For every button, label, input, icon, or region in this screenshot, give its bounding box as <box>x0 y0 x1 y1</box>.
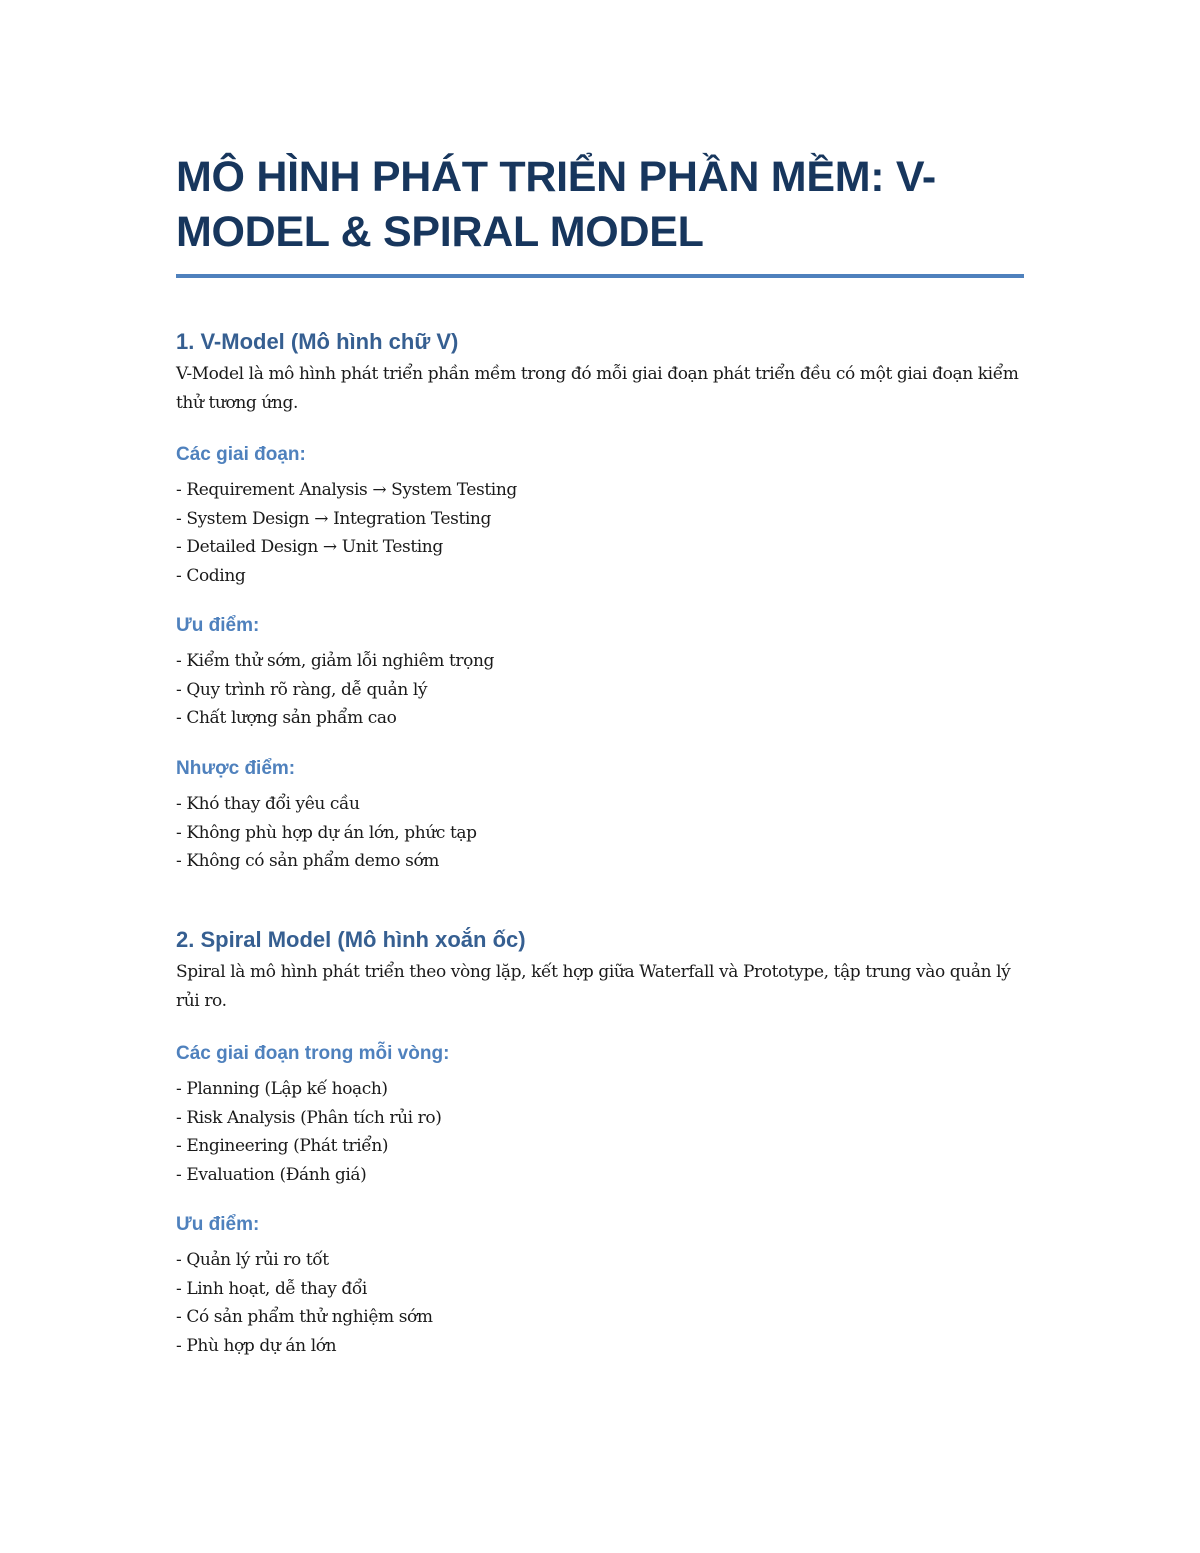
v-model-cons <box>176 756 1024 876</box>
list-item: - Có sản phẩm thử nghiệm sớm <box>176 1303 1024 1332</box>
list-item: - Evaluation (Đánh giá) <box>176 1161 1024 1190</box>
stages-heading: Các giai đoạn: <box>176 444 306 465</box>
list-item: - Quy trình rõ ràng, dễ quản lý <box>176 676 1024 705</box>
list-item: - Khó thay đổi yêu cầu <box>176 790 1024 819</box>
list-item: - Phù hợp dự án lớn <box>176 1332 1024 1361</box>
list-item: - Không có sản phẩm demo sớm <box>176 847 1024 876</box>
list-item: - Quản lý rủi ro tốt <box>176 1246 1024 1275</box>
list-item: - Planning (Lập kế hoạch) <box>176 1075 1024 1104</box>
section-heading: 2. Spiral Model (Mô hình xoắn ốc) <box>176 927 526 952</box>
list-item: - Chất lượng sản phẩm cao <box>176 704 1024 733</box>
stages-heading: Các giai đoạn trong mỗi vòng: <box>176 1043 450 1064</box>
document-title: MÔ HÌNH PHÁT TRIỂN PHẦN MỀM: V-MODEL & SPIRAL MODEL <box>176 150 1024 278</box>
v-model-pros <box>176 613 1024 733</box>
section-spiral-model <box>176 926 1024 1016</box>
cons-list <box>176 790 1024 876</box>
v-model-stages <box>176 442 1024 591</box>
list-item: - Không phù hợp dự án lớn, phức tạp <box>176 819 1024 848</box>
list-item: - Risk Analysis (Phân tích rủi ro) <box>176 1104 1024 1133</box>
list-item: - Engineering (Phát triển) <box>176 1132 1024 1161</box>
list-item: - Kiểm thử sớm, giảm lỗi nghiêm trọng <box>176 647 1024 676</box>
spiral-model-pros <box>176 1212 1024 1361</box>
spiral-model-stages <box>176 1041 1024 1190</box>
list-item: - System Design → Integration Testing <box>176 505 1024 534</box>
pros-heading: Ưu điểm: <box>176 1214 260 1235</box>
section-description: Spiral là mô hình phát triển theo vòng lặp, kết hợp giữa Waterfall và Prototype, tập trung vào quản lý rủi ro. <box>176 962 1011 1011</box>
stages-list <box>176 476 1024 591</box>
section-v-model <box>176 328 1024 418</box>
section-heading: 1. V-Model (Mô hình chữ V) <box>176 329 459 354</box>
document-body <box>176 150 1024 1357</box>
pros-list <box>176 647 1024 733</box>
section-description: V-Model là mô hình phát triển phần mềm trong đó mỗi giai đoạn phát triển đều có một giai đoạn kiểm thử tương ứng. <box>176 364 1019 413</box>
pros-heading: Ưu điểm: <box>176 615 260 636</box>
stages-list <box>176 1075 1024 1190</box>
list-item: - Detailed Design → Unit Testing <box>176 533 1024 562</box>
cons-heading: Nhược điểm: <box>176 758 296 779</box>
list-item: - Coding <box>176 562 1024 591</box>
list-item: - Requirement Analysis → System Testing <box>176 476 1024 505</box>
pros-list <box>176 1246 1024 1361</box>
list-item: - Linh hoạt, dễ thay đổi <box>176 1275 1024 1304</box>
